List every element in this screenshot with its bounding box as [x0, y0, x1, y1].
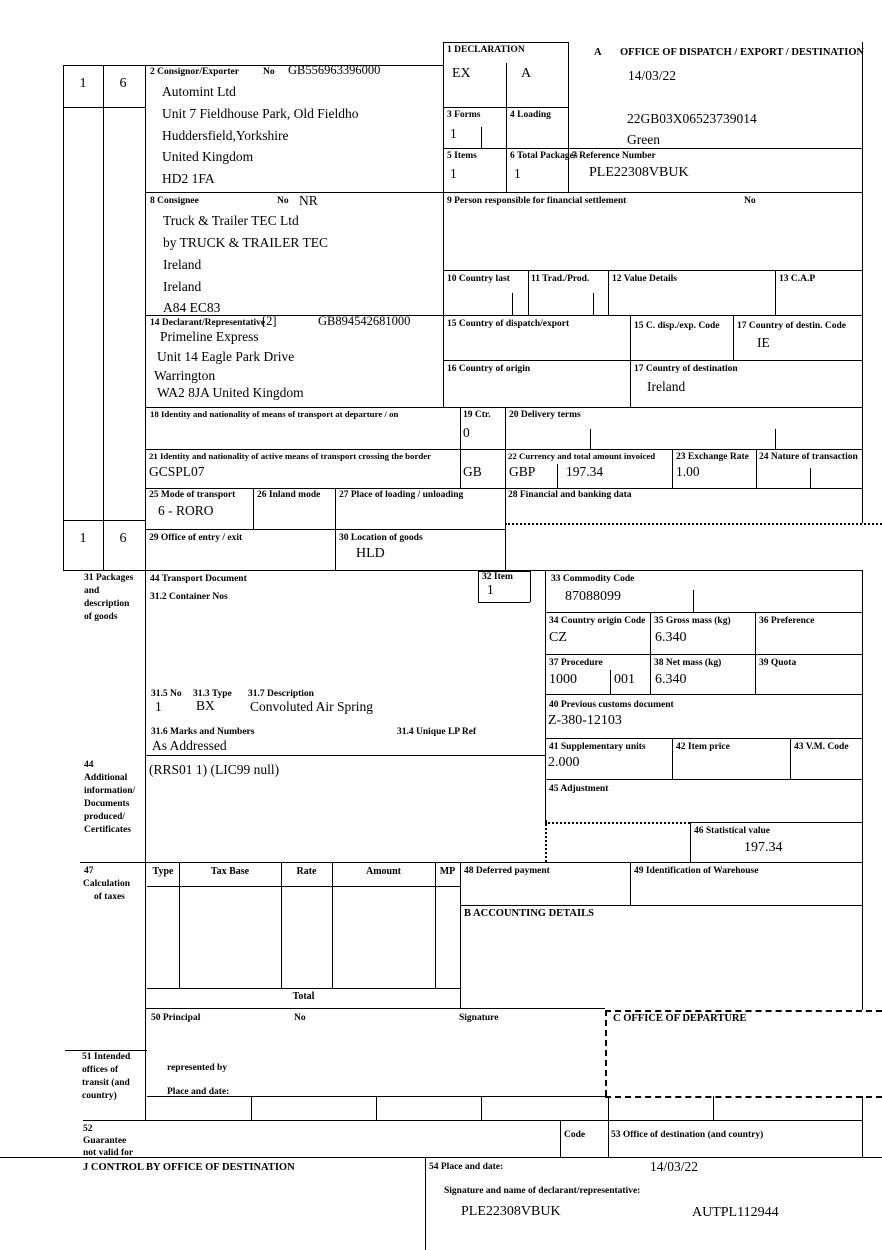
- border-line: [460, 862, 461, 1008]
- border-line: [481, 1096, 482, 1120]
- border-line: [528, 270, 529, 315]
- box38-value: 6.340: [655, 672, 687, 687]
- box44-label-line: 44: [84, 760, 94, 770]
- box32-label: 32 Item: [482, 572, 513, 582]
- box31-4-label: 31.4 Unique LP Ref: [397, 727, 477, 737]
- box19-label: 19 Ctr.: [463, 410, 491, 420]
- copy-number-top-6: 6: [119, 76, 127, 91]
- box24-label: 24 Nature of transaction: [759, 452, 858, 462]
- box8-no-value: NR: [299, 193, 318, 208]
- border-line: [630, 862, 631, 905]
- box14-address-line: Unit 14 Eagle Park Drive: [157, 349, 295, 364]
- border-line: [145, 315, 862, 316]
- box41-label: 41 Supplementary units: [549, 742, 646, 752]
- border-line: [478, 571, 479, 602]
- box36-label: 36 Preference: [759, 616, 815, 626]
- tax-column-header: Amount: [365, 866, 401, 877]
- box31-2-label: 31.2 Container Nos: [150, 592, 228, 602]
- border-line: [545, 570, 546, 820]
- box14-address-line: WA2 8JA United Kingdom: [157, 385, 304, 400]
- box54-date: 14/03/22: [650, 1159, 699, 1174]
- border-line: [605, 1010, 607, 1096]
- border-line: [63, 520, 145, 521]
- border-line: [755, 612, 756, 694]
- box2-no-label: No: [263, 67, 275, 77]
- border-line: [545, 822, 690, 824]
- box22-currency: GBP: [509, 464, 536, 479]
- box37-value2: 001: [614, 672, 635, 687]
- box2-address-line: HD2 1FA: [162, 171, 215, 186]
- border-line: [693, 590, 694, 612]
- border-line: [335, 488, 336, 570]
- box35-value: 6.340: [655, 630, 687, 645]
- border-line: [506, 63, 507, 192]
- border-line: [593, 293, 594, 315]
- box54-declarant-ref: PLE22308VBUK: [461, 1204, 561, 1219]
- box31-5-value: 1: [155, 699, 162, 714]
- border-line: [332, 862, 333, 988]
- box14-representative-code: [2]: [262, 314, 277, 328]
- box41-value: 2.000: [548, 755, 580, 770]
- box44-label-line: produced/: [84, 812, 126, 822]
- section-a-letter: A: [594, 47, 602, 58]
- box32-value: 1: [487, 582, 494, 597]
- box39-label: 39 Quota: [759, 658, 797, 668]
- border-line: [481, 127, 482, 148]
- tax-column-header: MP: [439, 866, 456, 877]
- box31-7-value: Convoluted Air Spring: [250, 699, 374, 714]
- tax-column-header: Rate: [296, 866, 317, 877]
- box38-label: 38 Net mass (kg): [654, 658, 722, 668]
- section-a-routing: Green: [627, 132, 660, 147]
- box49-label: 49 Identification of Warehouse: [634, 866, 759, 876]
- copy-number-bottom-6: 6: [119, 531, 127, 546]
- border-line: [443, 270, 862, 271]
- border-line: [560, 1120, 561, 1157]
- box3-label: 3 Forms: [447, 110, 481, 120]
- border-line: [435, 862, 436, 988]
- box8-address-line: Ireland: [163, 257, 202, 272]
- box4-label: 4 Loading: [510, 110, 551, 120]
- box52-label-line: 52: [83, 1124, 93, 1134]
- box2-address-line: Unit 7 Fieldhouse Park, Old Fieldho: [162, 106, 359, 121]
- box8-address-line: Ireland: [163, 279, 202, 294]
- box14-address-line: Primeline Express: [160, 329, 259, 344]
- border-line: [630, 315, 631, 407]
- border-line: [545, 612, 862, 613]
- box14-eori: GB894542681000: [318, 314, 411, 328]
- border-line: [862, 42, 863, 523]
- border-line: [650, 612, 651, 694]
- box30-label: 30 Location of goods: [339, 533, 423, 543]
- box51-label-line: 51 Intended: [82, 1052, 131, 1062]
- border-line: [0, 1157, 882, 1158]
- border-line: [63, 65, 64, 570]
- box10-label: 10 Country last: [447, 274, 510, 284]
- border-line: [376, 1096, 377, 1120]
- box52-code-label: Code: [564, 1130, 586, 1140]
- box14-label: 14 Declarant/Representative: [150, 318, 266, 328]
- section-c-title: C OFFICE OF DEPARTURE: [613, 1013, 747, 1024]
- box25-label: 25 Mode of transport: [149, 490, 236, 500]
- border-line: [775, 429, 776, 449]
- border-line: [505, 407, 506, 570]
- box21-value: GCSPL07: [149, 464, 205, 479]
- border-line: [63, 107, 145, 108]
- border-line: [253, 488, 254, 529]
- box14-address-line: Warrington: [154, 368, 216, 383]
- box18-label: 18 Identity and nationality of means of transport at departure / on: [150, 409, 399, 419]
- border-line: [733, 315, 734, 360]
- box2-label: 2 Consignor/Exporter: [150, 67, 239, 77]
- box44-label-line: Documents: [84, 799, 130, 809]
- box44-label-line: Certificates: [84, 825, 131, 835]
- border-line: [605, 1096, 882, 1098]
- border-line: [862, 1096, 863, 1157]
- border-line: [460, 407, 461, 488]
- border-line: [590, 429, 591, 449]
- box16-label: 16 Country of origin: [447, 364, 531, 374]
- box31-3-value: BX: [196, 698, 215, 713]
- box51-label-line: transit (and: [82, 1078, 130, 1088]
- box5-value: 1: [450, 166, 457, 181]
- border-line: [145, 529, 505, 530]
- border-line: [545, 820, 547, 862]
- border-line: [568, 42, 569, 192]
- box8-address-line: A84 EC83: [163, 300, 221, 315]
- border-line: [608, 270, 609, 315]
- box8-address-line: by TRUCK & TRAILER TEC: [163, 235, 329, 250]
- box26-label: 26 Inland mode: [257, 490, 321, 500]
- border-line: [147, 886, 460, 887]
- box2-address-line: Automint Ltd: [162, 84, 236, 99]
- box2-eori: GB556963396000: [288, 63, 381, 77]
- box33-label: 33 Commodity Code: [551, 574, 635, 584]
- border-line: [425, 1157, 426, 1250]
- border-line: [145, 65, 146, 1120]
- border-line: [145, 1008, 605, 1009]
- border-line: [443, 42, 568, 43]
- box50-label: 50 Principal: [151, 1013, 201, 1023]
- border-line: [545, 738, 862, 739]
- box40-value: Z-380-12103: [548, 713, 622, 728]
- section-b-title: B ACCOUNTING DETAILS: [464, 908, 594, 919]
- box30-value: HLD: [356, 546, 385, 561]
- border-line: [478, 571, 530, 572]
- tax-total-label: Total: [292, 991, 315, 1002]
- box22-amount: 197.34: [566, 464, 604, 479]
- box8-no-label: No: [277, 196, 289, 206]
- border-line: [505, 523, 882, 525]
- box44-transport-label: 44 Transport Document: [150, 574, 247, 584]
- box47-label-line: Calculation: [83, 879, 130, 889]
- box50-place-and-date: Place and date:: [167, 1087, 230, 1097]
- box8-label: 8 Consignee: [150, 196, 199, 206]
- box29-label: 29 Office of entry / exit: [149, 533, 243, 543]
- border-line: [610, 670, 611, 694]
- box31-3-label: 31.3 Type: [193, 689, 232, 699]
- box54-label: 54 Place and date:: [429, 1162, 504, 1172]
- box33-value: 87088099: [565, 589, 621, 604]
- box44-label-line: Additional: [84, 773, 128, 783]
- border-line: [530, 571, 531, 602]
- border-line: [862, 570, 863, 1010]
- box43-label: 43 V.M. Code: [794, 742, 849, 752]
- box53-label: 53 Office of destination (and country): [611, 1130, 764, 1140]
- box51-label-line: country): [82, 1091, 117, 1101]
- border-line: [145, 449, 862, 450]
- tax-column-header: Type: [152, 866, 174, 877]
- copy-number-bottom-1: 1: [79, 531, 87, 546]
- box31-6-value: As Addressed: [152, 738, 227, 753]
- border-line: [557, 464, 558, 488]
- box1-declaration-type: EX: [452, 66, 471, 81]
- box34-value: CZ: [549, 630, 567, 645]
- box31-6-label: 31.6 Marks and Numbers: [151, 727, 255, 737]
- box46-label: 46 Statistical value: [694, 826, 770, 836]
- box44-label-line: information/: [84, 786, 136, 796]
- box31-label-line: 31 Packages: [84, 573, 134, 583]
- box21-nationality: GB: [463, 464, 482, 479]
- box7-value: PLE22308VBUK: [589, 165, 689, 180]
- box21-label: 21 Identity and nationality of active means of transport crossing the border: [149, 451, 432, 461]
- border-line: [147, 988, 460, 989]
- box5-label: 5 Items: [447, 151, 477, 161]
- border-line: [672, 738, 673, 779]
- box28-label: 28 Financial and banking data: [508, 490, 632, 500]
- box52-label-line: Guarantee: [83, 1136, 127, 1146]
- box9-label: 9 Person responsible for financial settlement: [447, 196, 627, 206]
- border-line: [790, 738, 791, 779]
- section-a-mrn: 22GB03X06523739014: [627, 111, 757, 126]
- border-line: [63, 65, 443, 66]
- border-line: [251, 1096, 252, 1120]
- box11-label: 11 Trad./Prod.: [531, 274, 590, 284]
- box15a-label: 15 C. disp./exp. Code: [634, 321, 720, 331]
- section-j-title: J CONTROL BY OFFICE OF DESTINATION: [83, 1162, 295, 1173]
- box25-value: 6 - RORO: [158, 503, 214, 518]
- box50-signature-label: Signature: [459, 1013, 499, 1023]
- box7-label: 7 Reference Number: [572, 151, 656, 161]
- box35-label: 35 Gross mass (kg): [654, 616, 731, 626]
- tax-column-header: Tax Base: [210, 866, 250, 877]
- box19-value: 0: [463, 425, 470, 440]
- box20-label: 20 Delivery terms: [509, 410, 581, 420]
- box17-value: Ireland: [647, 379, 686, 394]
- box6-value: 1: [514, 166, 521, 181]
- box1-label: 1 DECLARATION: [447, 45, 525, 55]
- border-line: [145, 192, 862, 193]
- box23-label: 23 Exchange Rate: [676, 452, 749, 462]
- border-line: [460, 905, 862, 906]
- box47-label-line: 47: [84, 866, 94, 876]
- box17a-value: IE: [757, 335, 770, 350]
- box50-no-label: No: [294, 1013, 306, 1023]
- box54-signature-label: Signature and name of declarant/representative:: [444, 1186, 641, 1196]
- section-a-date: 14/03/22: [628, 68, 677, 83]
- box15-label: 15 Country of dispatch/export: [447, 319, 570, 329]
- box31-7-label: 31.7 Description: [248, 689, 314, 699]
- box2-address-line: Huddersfield,Yorkshire: [162, 128, 289, 143]
- box9-no-label: No: [744, 196, 756, 206]
- box47-label-line: of taxes: [94, 892, 125, 902]
- border-line: [63, 570, 862, 571]
- border-line: [103, 65, 104, 570]
- border-line: [179, 862, 180, 988]
- box46-value: 197.34: [744, 840, 783, 855]
- border-line: [545, 694, 862, 695]
- border-line: [545, 779, 862, 780]
- border-line: [756, 449, 757, 488]
- border-line: [810, 468, 811, 488]
- border-line: [672, 449, 673, 488]
- border-line: [83, 1120, 862, 1121]
- box3-value: 1: [450, 126, 457, 141]
- box31-label-line: of goods: [84, 612, 118, 622]
- box23-value: 1.00: [676, 464, 700, 479]
- border-line: [775, 270, 776, 315]
- box6-label: 6 Total Packages: [510, 151, 578, 161]
- border-line: [512, 293, 513, 315]
- box8-address-line: Truck & Trailer TEC Ltd: [163, 213, 299, 228]
- box2-address-line: United Kingdom: [162, 149, 254, 164]
- box42-label: 42 Item price: [676, 742, 730, 752]
- box27-label: 27 Place of loading / unloading: [339, 490, 464, 500]
- box34-label: 34 Country origin Code: [549, 616, 646, 626]
- box17a-label: 17 Country of destin. Code: [737, 321, 846, 331]
- border-line: [443, 360, 862, 361]
- box37-value: 1000: [549, 672, 577, 687]
- border-line: [690, 822, 862, 823]
- box52-label-line: not valid for: [83, 1148, 134, 1158]
- border-line: [80, 862, 862, 863]
- border-line: [65, 1050, 147, 1051]
- copy-number-top-1: 1: [79, 76, 87, 91]
- box31-5-label: 31.5 No: [151, 689, 182, 699]
- border-line: [608, 1096, 609, 1157]
- box22-label: 22 Currency and total amount invoiced: [508, 451, 656, 461]
- border-line: [545, 654, 862, 655]
- box12-label: 12 Value Details: [612, 274, 677, 284]
- border-line: [145, 407, 862, 408]
- box51-label-line: offices of: [82, 1065, 119, 1075]
- box1-declaration-subtype: A: [521, 66, 532, 81]
- box40-label: 40 Previous customs document: [549, 700, 674, 710]
- border-line: [713, 1096, 714, 1120]
- border-line: [281, 862, 282, 988]
- box37-label: 37 Procedure: [549, 658, 603, 668]
- box31-label-line: description: [84, 599, 130, 609]
- border-line: [605, 1010, 882, 1012]
- border-line: [443, 42, 444, 407]
- box48-label: 48 Deferred payment: [464, 866, 550, 876]
- section-a-title: OFFICE OF DISPATCH / EXPORT / DESTINATION: [620, 47, 865, 58]
- box45-label: 45 Adjustment: [549, 784, 609, 794]
- box50-represented-by: represented by: [167, 1063, 228, 1073]
- border-line: [145, 755, 545, 756]
- border-line: [690, 822, 691, 862]
- box44-value: (RRS01 1) (LIC99 null): [149, 762, 280, 777]
- box31-label-line: and: [84, 586, 100, 596]
- box17-label: 17 Country of destination: [634, 364, 738, 374]
- box54-authorisation: AUTPL112944: [692, 1205, 779, 1220]
- border-line: [478, 602, 530, 603]
- box13-label: 13 C.A.P: [779, 274, 816, 284]
